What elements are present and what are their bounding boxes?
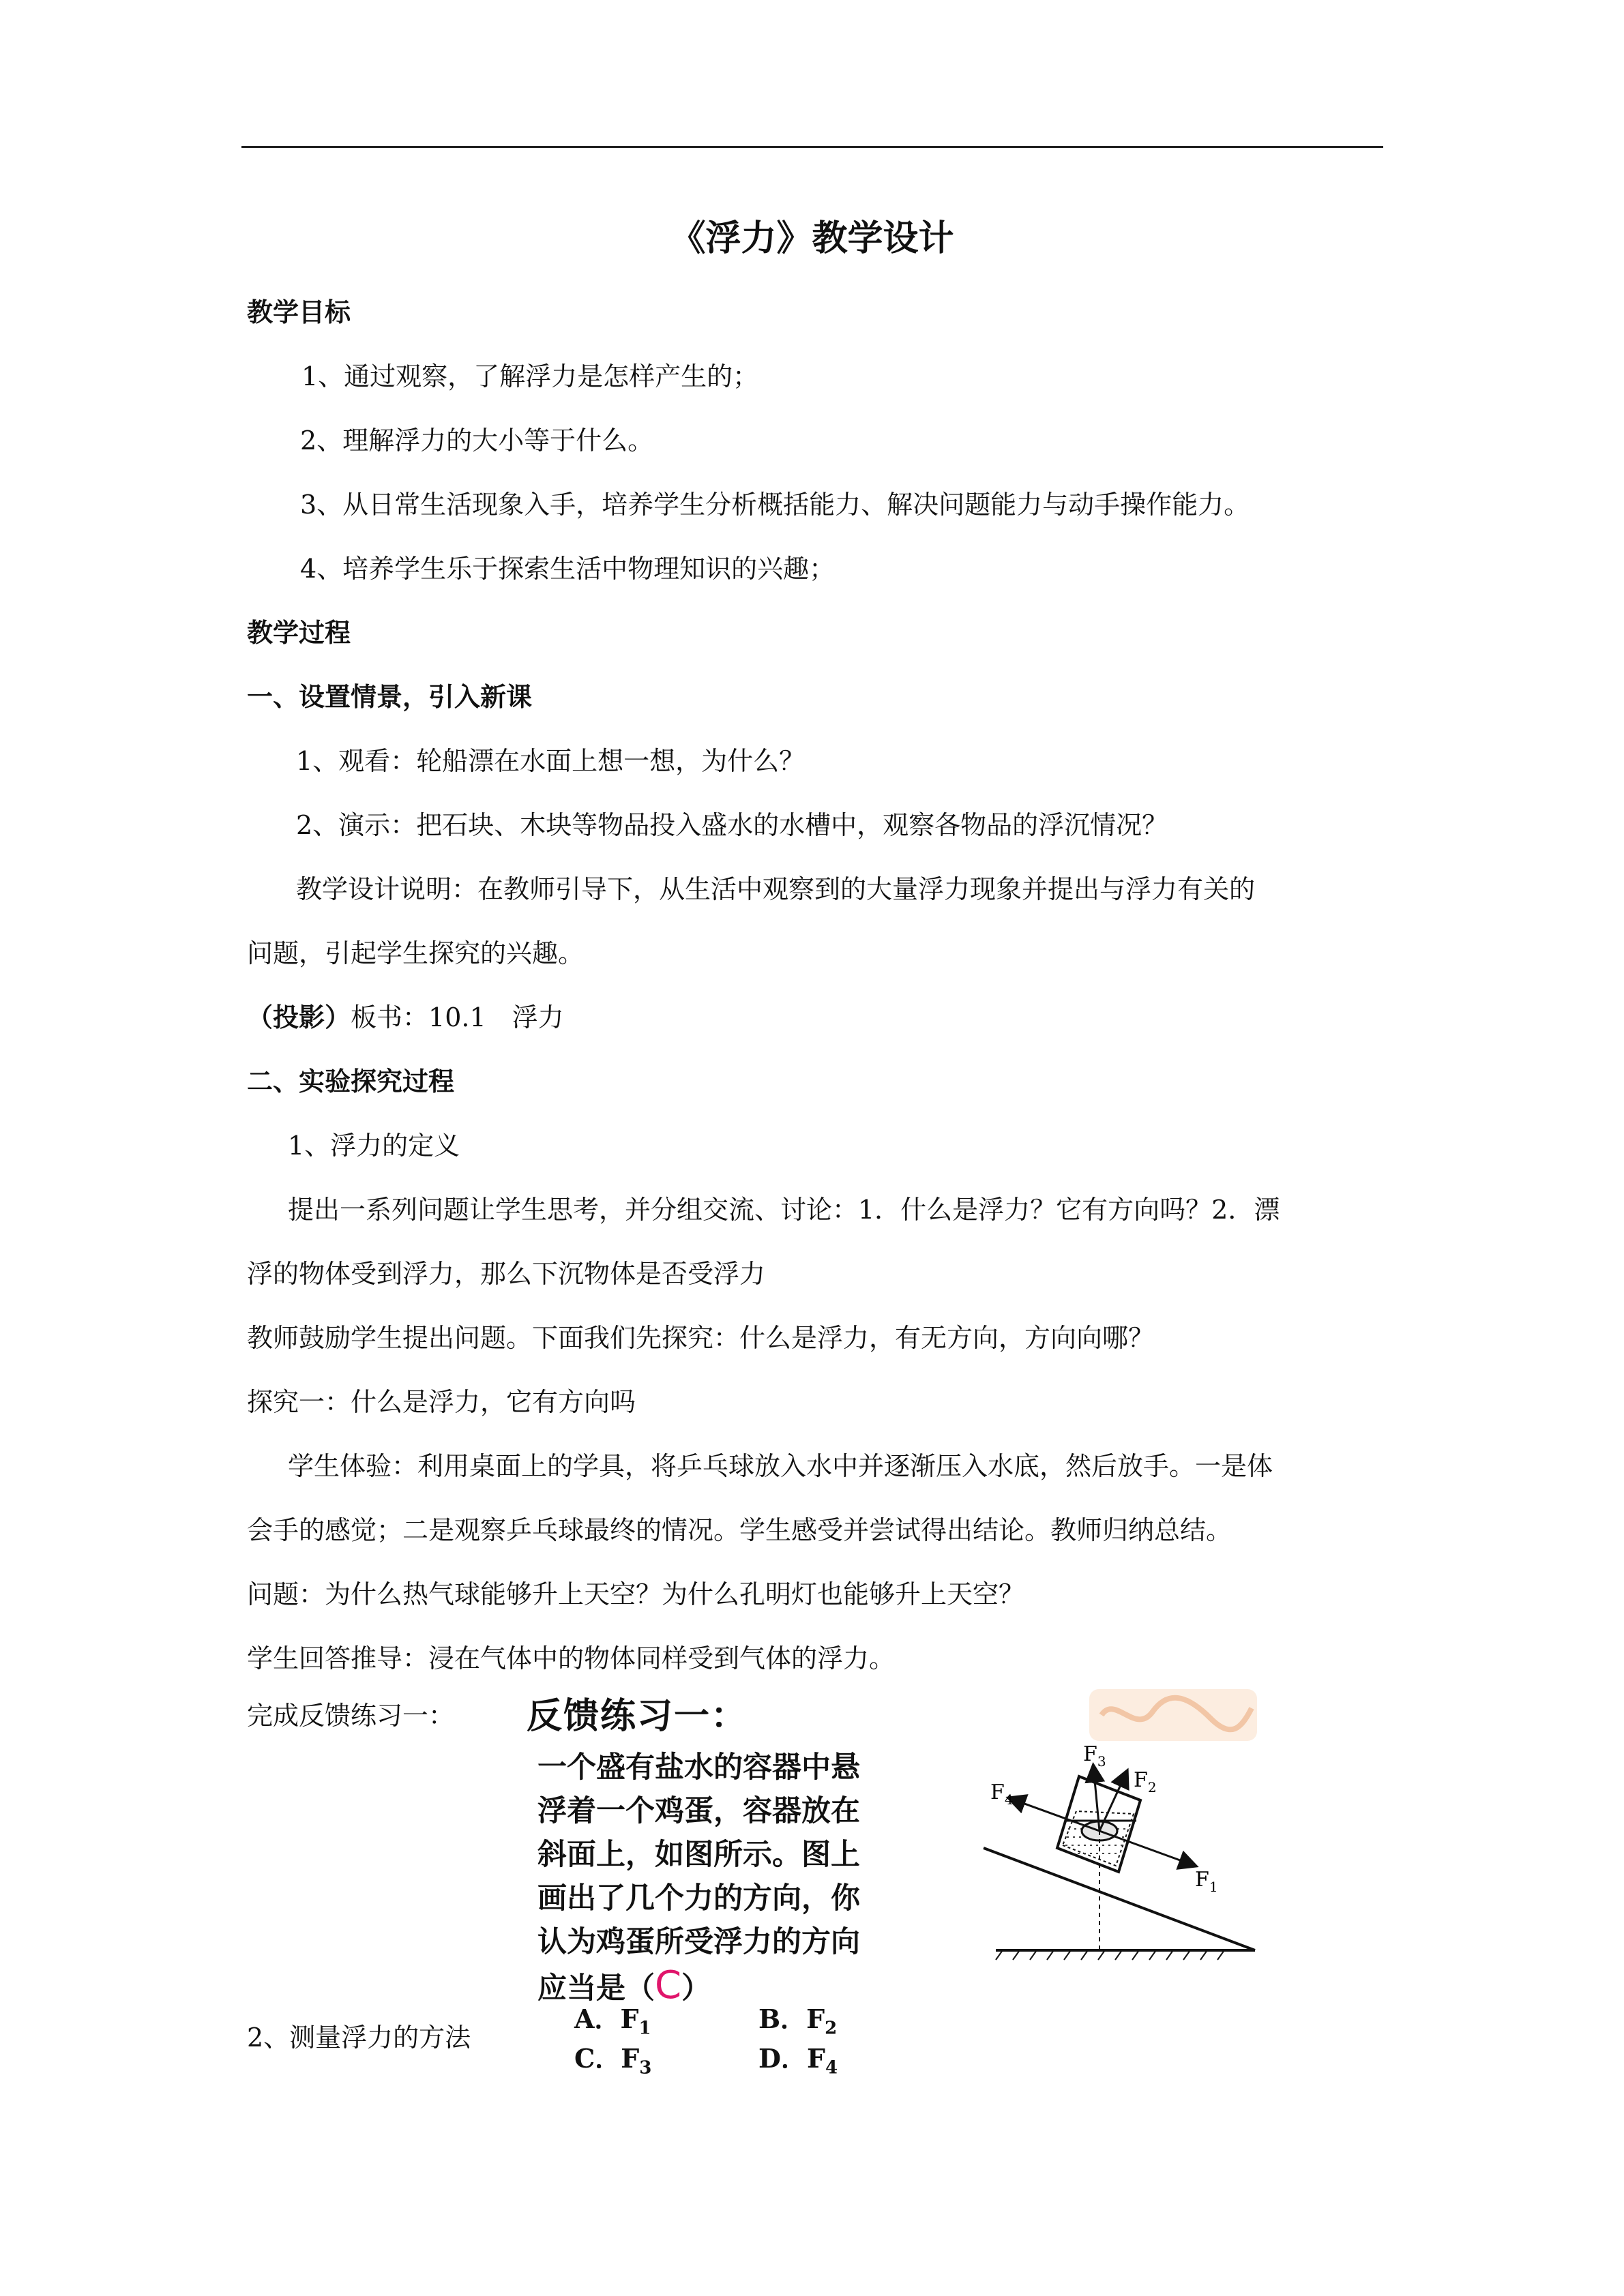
force-f2-label: $F_2$ — [1134, 1768, 1157, 1795]
paragraph: 浮的物体受到浮力，那么下沉物体是否受浮力 — [247, 1259, 766, 1289]
goal-item: 4、培养学生乐于探索生活中物理知识的兴趣； — [300, 554, 836, 584]
page-title: 《浮力》教学设计 — [670, 218, 954, 259]
option-a: A．$F_1$ — [574, 2003, 651, 2039]
quiz-title: 反馈练习一： — [527, 1696, 748, 1737]
subheading: 2、测量浮力的方法 — [247, 2023, 471, 2053]
force-diagram — [982, 1746, 1282, 2005]
force-f1-label: $F_1$ — [1195, 1868, 1218, 1895]
paragraph: 探究一：什么是浮力，它有方向吗 — [247, 1387, 636, 1417]
quiz-line: 一个盛有盐水的容器中悬 — [537, 1750, 860, 1785]
answer-suffix: ） — [681, 1971, 711, 2006]
force-f4-label: $F_4$ — [990, 1780, 1014, 1808]
option-c: C．$F_3$ — [574, 2043, 652, 2078]
force-f4-arrow — [1009, 1798, 1099, 1831]
section2-heading: 二、实验探究过程 — [247, 1066, 455, 1097]
paragraph: 提出一系列问题让学生思考，并分组交流、讨论：1．什么是浮力？它有方向吗？2．漂 — [288, 1195, 1280, 1225]
answer-prefix: 应当是（ — [537, 1971, 655, 2006]
header-rule — [241, 146, 1383, 148]
option-b: B．$F_2$ — [758, 2003, 838, 2039]
paragraph: 会手的感觉；二是观察乒乓球最终的情况。学生感受并尝试得出结论。教师归纳总结。 — [247, 1515, 1232, 1545]
goal-item: 2、理解浮力的大小等于什么。 — [300, 426, 654, 456]
paragraph: 学生体验：利用桌面上的学具，将乒乓球放入水中并逐渐压入水底，然后放手。一是体 — [288, 1451, 1273, 1481]
paragraph: 学生回答推导：浸在气体中的物体同样受到气体的浮力。 — [247, 1643, 896, 1673]
quiz-question — [537, 1746, 860, 2010]
board-prefix: （投影） — [247, 1002, 351, 1032]
design-note: 教学设计说明：在教师引导下，从生活中观察到的大量浮力现象并提出与浮力有关的 — [296, 874, 1256, 904]
goals-heading: 教学目标 — [247, 297, 351, 327]
incline-line — [984, 1848, 1255, 1950]
paragraph: 教师鼓励学生提出问题。下面我们先探究：什么是浮力，有无方向，方向向哪？ — [247, 1323, 1155, 1353]
quiz-answer: C — [655, 1963, 682, 2008]
process-heading: 教学过程 — [247, 617, 351, 648]
design-note: 问题，引起学生探究的兴趣。 — [247, 938, 585, 968]
feedback-quiz-image — [518, 1684, 1282, 2087]
quiz-line: 画出了几个力的方向，你 — [537, 1881, 860, 1915]
option-d: D．$F_4$ — [758, 2043, 838, 2078]
quiz-line: 浮着一个鸡蛋，容器放在 — [537, 1794, 860, 1828]
quiz-line: 斜面上，如图所示。图上 — [537, 1838, 860, 1872]
section1-heading: 一、设置情景，引入新课 — [247, 681, 533, 712]
section1-item: 2、演示：把石块、木块等物品投入盛水的水槽中，观察各物品的浮沉情况？ — [296, 810, 1168, 840]
force-f3-label: $F_3$ — [1083, 1746, 1106, 1770]
ground-hatch — [996, 1950, 1224, 1960]
section1-item: 1、观看：轮船漂在水面上想一想，为什么？ — [296, 746, 806, 776]
quiz-line: 认为鸡蛋所受浮力的方向 — [537, 1925, 860, 1959]
goal-item: 3、从日常生活现象入手，培养学生分析概括能力、解决问题能力与动手操作能力。 — [300, 490, 1250, 520]
paragraph: 问题：为什么热气球能够升上天空？为什么孔明灯也能够升上天空？ — [247, 1579, 1025, 1609]
goal-item: 1、通过观察，了解浮力是怎样产生的； — [301, 361, 759, 391]
board-content: 板书：10.1 浮力 — [351, 1002, 564, 1032]
force-f1-arrow — [1099, 1831, 1195, 1866]
paragraph: 完成反馈练习一： — [247, 1701, 455, 1731]
force-f2-arrow — [1099, 1772, 1127, 1831]
board-text — [247, 1002, 564, 1032]
subheading: 1、浮力的定义 — [288, 1131, 460, 1161]
